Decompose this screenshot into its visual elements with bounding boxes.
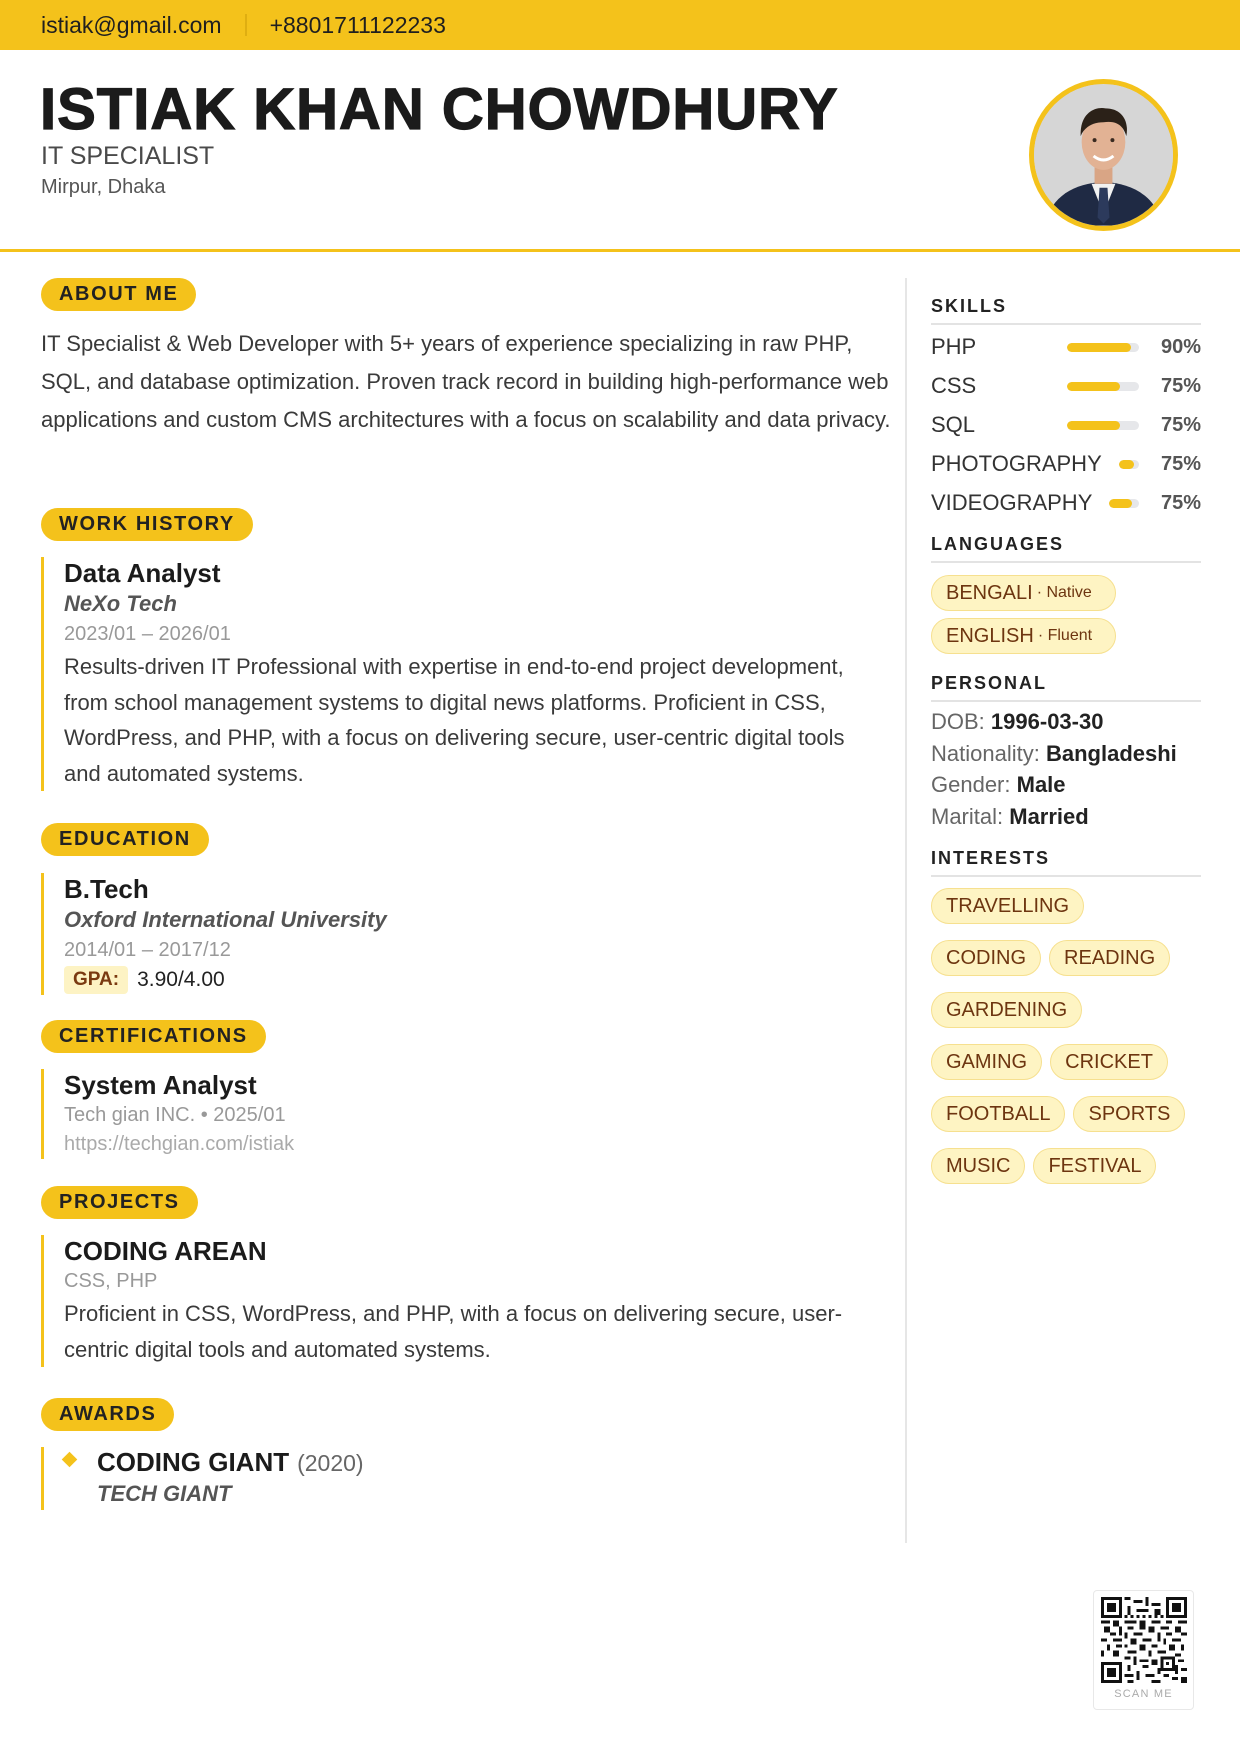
interest-tag: GARDENING — [931, 992, 1082, 1028]
interest-tag: CODING — [931, 940, 1041, 976]
candidate-name: ISTIAK KHAN CHOWDHURY — [40, 77, 839, 142]
interest-tag: SPORTS — [1073, 1096, 1185, 1132]
skill-percent: 75% — [1160, 491, 1201, 514]
skill-bar-fill — [1067, 421, 1120, 430]
about-text: IT Specialist & Web Developer with 5+ years of experience specializing in raw PHP, SQL, and database optimization. Proven track record in building high-performance web applications and custom CMS architectures with a focus on scalability and data privacy. — [41, 331, 891, 432]
certification-entry — [41, 1069, 896, 1159]
gpa-value: 3.90/4.00 — [137, 968, 225, 991]
project-description: Proficient in CSS, WordPress, and PHP, with a focus on delivering secure, user-centric digital tools and automated systems. — [64, 1301, 843, 1362]
qr-caption: SCAN ME — [1114, 1688, 1173, 1700]
skill-percent: 90% — [1160, 335, 1201, 358]
interest-tag: READING — [1049, 940, 1170, 976]
language-name: ENGLISH — [946, 624, 1034, 647]
work-dates: 2023/01 – 2026/01 — [64, 623, 231, 645]
skill-bar — [1067, 382, 1139, 391]
interest-tag: MUSIC — [931, 1148, 1025, 1184]
skill-name: SQL — [931, 412, 976, 437]
skill-percent: 75% — [1160, 452, 1201, 475]
contact-email[interactable]: istiak@gmail.com — [41, 11, 222, 38]
skill-name: PHOTOGRAPHY — [931, 451, 1102, 476]
award-entry — [41, 1447, 896, 1510]
personal-details — [931, 706, 1221, 832]
personal-dob: DOB: 1996-03-30 — [931, 709, 1104, 734]
skill-row-sql — [931, 410, 1201, 440]
interest-tag: FOOTBALL — [931, 1096, 1065, 1132]
personal-nationality: Nationality: Bangladeshi — [931, 740, 1177, 766]
skill-row-css — [931, 371, 1201, 401]
section-title-work: WORK HISTORY — [41, 508, 253, 541]
skill-percent: 75% — [1160, 374, 1201, 397]
header-divider — [0, 249, 1240, 252]
award-row — [60, 1447, 896, 1478]
skill-bar — [1067, 343, 1139, 352]
certification-title: System Analyst — [64, 1070, 257, 1100]
skill-name: PHP — [931, 334, 977, 359]
job-title: IT SPECIALIST — [41, 142, 215, 170]
skill-row-photography — [931, 449, 1201, 479]
contact-phone[interactable]: +8801711122233 — [269, 11, 446, 38]
diamond-bullet-icon — [62, 1452, 78, 1468]
personal-gender: Gender: Male — [931, 772, 1066, 797]
language-tag — [931, 575, 1116, 611]
language-tag — [931, 618, 1116, 654]
personal-marital: Marital: Married — [931, 803, 1089, 829]
section-title-projects: PROJECTS — [41, 1186, 198, 1219]
section-title-about: ABOUT ME — [41, 278, 196, 311]
education-entry — [41, 873, 896, 995]
gpa-row — [64, 965, 896, 995]
skill-bar-fill — [1067, 343, 1131, 352]
sidebar-title-personal: PERSONAL — [931, 673, 1201, 702]
interest-tag: CRICKET — [1050, 1044, 1168, 1080]
sidebar-title-interests: INTERESTS — [931, 848, 1201, 877]
skill-bar-fill — [1119, 460, 1134, 469]
education-dates: 2014/01 – 2017/12 — [64, 939, 231, 961]
award-title: CODING GIANT — [97, 1447, 290, 1477]
skill-bar-fill — [1109, 499, 1132, 508]
column-divider — [905, 278, 907, 1543]
project-tech: CSS, PHP — [64, 1270, 158, 1292]
skill-name: CSS — [931, 373, 977, 398]
section-title-education: EDUCATION — [41, 823, 209, 856]
qr-code-icon — [1101, 1597, 1187, 1683]
project-title: CODING AREAN — [64, 1236, 267, 1266]
skill-percent: 75% — [1160, 413, 1201, 436]
section-title-awards: AWARDS — [41, 1398, 174, 1431]
work-title: Data Analyst — [64, 558, 221, 588]
skill-bar-fill — [1067, 382, 1120, 391]
certification-issuer-date: Tech gian INC. • 2025/01 — [64, 1104, 286, 1126]
contact-separator — [245, 14, 247, 36]
language-level: · Native — [1036, 584, 1092, 601]
language-name: BENGALI — [946, 581, 1033, 604]
sidebar-title-languages: LANGUAGES — [931, 534, 1201, 563]
skill-bar — [1067, 421, 1139, 430]
qr-code-card[interactable] — [1093, 1590, 1194, 1710]
project-entry — [41, 1235, 896, 1367]
work-description: Results-driven IT Professional with expertise in end-to-end project development, from school management systems to digital news platforms. Proficient in CSS, WordPress, and PHP, with a focus on delivering secure, user-centric digital tools and automated systems. — [64, 654, 845, 786]
work-company: NeXo Tech — [64, 591, 177, 616]
award-organization: TECH GIANT — [97, 1481, 232, 1506]
skill-bar — [1109, 499, 1139, 508]
interest-tag: TRAVELLING — [931, 888, 1084, 924]
education-degree: B.Tech — [64, 874, 149, 904]
skill-row-videography — [931, 488, 1201, 518]
contact-bar — [0, 0, 1240, 50]
gpa-badge: GPA: — [64, 966, 128, 994]
section-title-certifications: CERTIFICATIONS — [41, 1020, 266, 1053]
work-entry — [41, 557, 896, 791]
language-level: · Fluent — [1037, 627, 1093, 644]
education-institution: Oxford International University — [64, 907, 387, 932]
interest-tag: FESTIVAL — [1033, 1148, 1156, 1184]
location: Mirpur, Dhaka — [41, 176, 166, 198]
skill-bar — [1119, 460, 1139, 469]
person-portrait-icon — [1034, 84, 1173, 226]
language-list — [931, 575, 1201, 654]
sidebar-title-skills: SKILLS — [931, 296, 1201, 325]
interest-list — [931, 888, 1201, 1184]
skill-name: VIDEOGRAPHY — [931, 490, 1093, 515]
award-year: (2020) — [297, 1450, 364, 1476]
profile-photo — [1029, 79, 1178, 231]
interest-tag: GAMING — [931, 1044, 1042, 1080]
skill-row-php — [931, 332, 1201, 362]
certification-url[interactable]: https://techgian.com/istiak — [64, 1133, 295, 1155]
